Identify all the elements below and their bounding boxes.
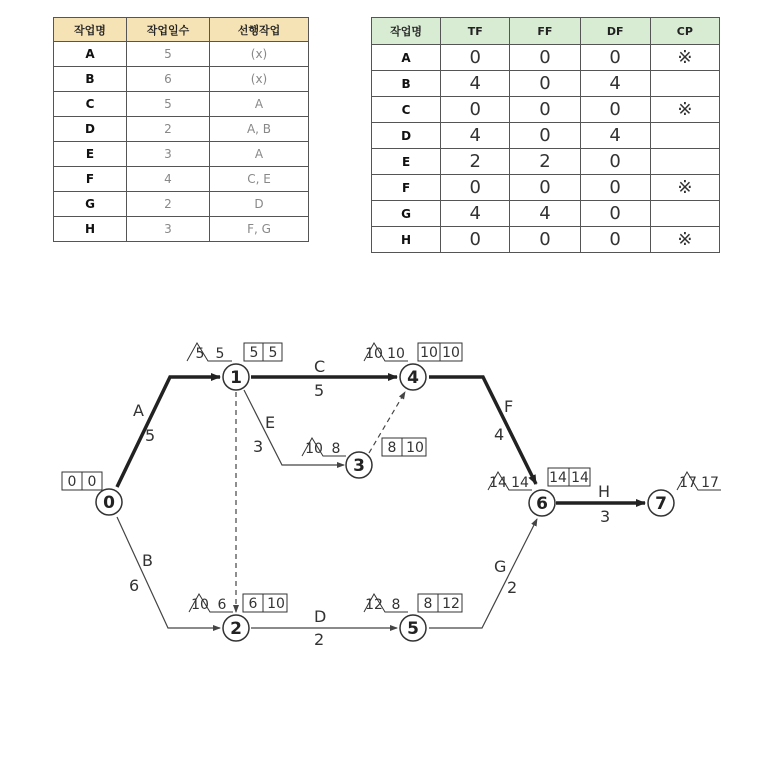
- box-node-1: [244, 343, 282, 361]
- box-value: 10: [420, 345, 438, 361]
- box-value: 10: [406, 440, 424, 456]
- triangle-value: 14: [511, 475, 529, 491]
- box-value: 14: [571, 470, 589, 486]
- triangle-value: 6: [217, 597, 227, 613]
- edge-duration-f: 4: [494, 425, 505, 444]
- activity-name-cell: H: [372, 227, 441, 253]
- table-cell: 0: [441, 227, 510, 253]
- table-cell: F, G: [210, 217, 309, 242]
- node-0-label: 0: [103, 493, 115, 513]
- triangle-value: 5: [195, 346, 205, 362]
- table-cell: 4: [127, 167, 210, 192]
- edge-label-b: B: [142, 551, 153, 570]
- box-node-0: [62, 472, 102, 490]
- box-value: 8: [387, 440, 397, 456]
- table-cell: 3: [127, 142, 210, 167]
- box-value: 0: [87, 474, 97, 490]
- triangle-value: 5: [215, 346, 225, 362]
- table-cell: 0: [580, 201, 650, 227]
- box-value: 6: [248, 596, 258, 612]
- activity-name-cell: H: [54, 217, 127, 242]
- activity-name-cell: D: [372, 123, 441, 149]
- box-value: 0: [67, 474, 77, 490]
- table-cell: 2: [127, 117, 210, 142]
- table-cell: 0: [580, 175, 650, 201]
- table-cell: 0: [510, 227, 580, 253]
- box-value: 10: [267, 596, 285, 612]
- edge-label-e: E: [265, 413, 276, 432]
- table-cell: 4: [441, 123, 510, 149]
- triangle-node-5: [364, 594, 408, 613]
- node-6-label: 6: [536, 494, 548, 514]
- edge-duration-d: 2: [314, 630, 325, 649]
- edge-label-c: C: [314, 357, 326, 376]
- table-cell: 0: [580, 149, 650, 175]
- table-cell: 5: [127, 42, 210, 67]
- table-cell: ※: [650, 45, 719, 71]
- activity-name-cell: G: [54, 192, 127, 217]
- node-6: [529, 490, 555, 516]
- table-cell: D: [210, 192, 309, 217]
- node-4: [400, 364, 426, 390]
- table-cell: 5: [127, 92, 210, 117]
- table-cell: A, B: [210, 117, 309, 142]
- float-table-header: CP: [650, 18, 719, 45]
- box-value: 5: [268, 345, 278, 361]
- edge-duration-e: 3: [253, 437, 264, 456]
- box-node-5: [418, 594, 462, 612]
- node-3: [346, 452, 372, 478]
- float-table-header: 작업명: [372, 18, 441, 45]
- table-cell: 2: [441, 149, 510, 175]
- triangle-value: 10: [387, 346, 405, 362]
- edge-duration-h: 3: [600, 507, 611, 526]
- activity-name-cell: B: [54, 67, 127, 92]
- triangle-node-1: [187, 343, 232, 362]
- table-cell: 0: [441, 175, 510, 201]
- node-2-label: 2: [230, 619, 242, 639]
- edge-f: [429, 377, 536, 484]
- activity-name-cell: D: [54, 117, 127, 142]
- node-5: [400, 615, 426, 641]
- table-cell: 0: [510, 123, 580, 149]
- box-node-3: [382, 438, 426, 456]
- box-node-2: [243, 594, 287, 612]
- table-cell: 0: [441, 45, 510, 71]
- node-1-label: 1: [230, 368, 242, 388]
- edge-label-h: H: [598, 482, 611, 501]
- node-7: [648, 490, 674, 516]
- table-cell: 6: [127, 67, 210, 92]
- activity-name-cell: A: [372, 45, 441, 71]
- table-cell: A: [210, 92, 309, 117]
- triangle-value: 14: [489, 475, 507, 491]
- box-value: 14: [549, 470, 567, 486]
- table-cell: 4: [580, 71, 650, 97]
- node-7-label: 7: [655, 494, 667, 514]
- float-table-header: FF: [510, 18, 580, 45]
- table-cell: 3: [127, 217, 210, 242]
- table-cell: (x): [210, 42, 309, 67]
- edge-label-g: G: [494, 557, 507, 576]
- table-cell: 0: [441, 97, 510, 123]
- node-2: [223, 615, 249, 641]
- triangle-node-3: [302, 438, 346, 457]
- triangle-value: 12: [365, 597, 383, 613]
- table-cell: (x): [210, 67, 309, 92]
- triangle-node-7: [677, 472, 721, 491]
- box-value: 12: [442, 596, 460, 612]
- activity-name-cell: F: [54, 167, 127, 192]
- edge-duration-b: 6: [129, 576, 140, 595]
- edge-duration-c: 5: [314, 381, 325, 400]
- table-cell: ※: [650, 175, 719, 201]
- activity-name-cell: F: [372, 175, 441, 201]
- table-cell: 0: [510, 45, 580, 71]
- edge-duration-g: 2: [507, 578, 518, 597]
- edge-a: [117, 377, 220, 487]
- table-cell: 2: [510, 149, 580, 175]
- table-cell: ※: [650, 97, 719, 123]
- box-value: 10: [442, 345, 460, 361]
- node-3-label: 3: [353, 456, 365, 476]
- activity-name-cell: E: [54, 142, 127, 167]
- triangle-value: 10: [365, 346, 383, 362]
- float-table-header: TF: [441, 18, 510, 45]
- triangle-value: 8: [331, 441, 341, 457]
- float-table-header: DF: [580, 18, 650, 45]
- table-cell: 0: [580, 97, 650, 123]
- edge-duration-a: 5: [145, 426, 156, 445]
- triangle-value: 10: [305, 441, 323, 457]
- box-node-6: [548, 468, 590, 486]
- triangle-node-6: [488, 472, 532, 491]
- table-cell: 4: [441, 71, 510, 97]
- table-cell: 0: [510, 97, 580, 123]
- table-cell: C, E: [210, 167, 309, 192]
- table-cell: 4: [510, 201, 580, 227]
- table-cell: 0: [580, 227, 650, 253]
- node-0: [96, 489, 122, 515]
- activity-name-cell: A: [54, 42, 127, 67]
- edge-label-f: F: [504, 397, 514, 416]
- activity-table-header: 작업일수: [127, 18, 210, 42]
- triangle-node-2: [189, 594, 233, 613]
- edge-label-a: A: [133, 401, 144, 420]
- node-1: [223, 364, 249, 390]
- activity-name-cell: B: [372, 71, 441, 97]
- box-value: 5: [249, 345, 259, 361]
- activity-name-cell: C: [54, 92, 127, 117]
- triangle-value: 8: [391, 597, 401, 613]
- table-cell: 4: [580, 123, 650, 149]
- table-cell: A: [210, 142, 309, 167]
- table-cell: ※: [650, 227, 719, 253]
- edge-label-d: D: [314, 607, 327, 626]
- activity-name-cell: C: [372, 97, 441, 123]
- table-cell: 0: [510, 71, 580, 97]
- table-cell: 4: [441, 201, 510, 227]
- table-cell: 0: [510, 175, 580, 201]
- triangle-node-4: [364, 343, 408, 362]
- node-4-label: 4: [407, 368, 419, 388]
- activity-name-cell: E: [372, 149, 441, 175]
- table-cell: 2: [127, 192, 210, 217]
- box-node-4: [418, 343, 462, 361]
- activity-name-cell: G: [372, 201, 441, 227]
- triangle-value: 17: [701, 475, 719, 491]
- activity-table-header: 작업명: [54, 18, 127, 42]
- activity-table-header: 선행작업: [210, 18, 309, 42]
- table-cell: 0: [580, 45, 650, 71]
- triangle-value: 10: [191, 597, 209, 613]
- node-5-label: 5: [407, 619, 419, 639]
- box-value: 8: [423, 596, 433, 612]
- triangle-value: 17: [679, 475, 697, 491]
